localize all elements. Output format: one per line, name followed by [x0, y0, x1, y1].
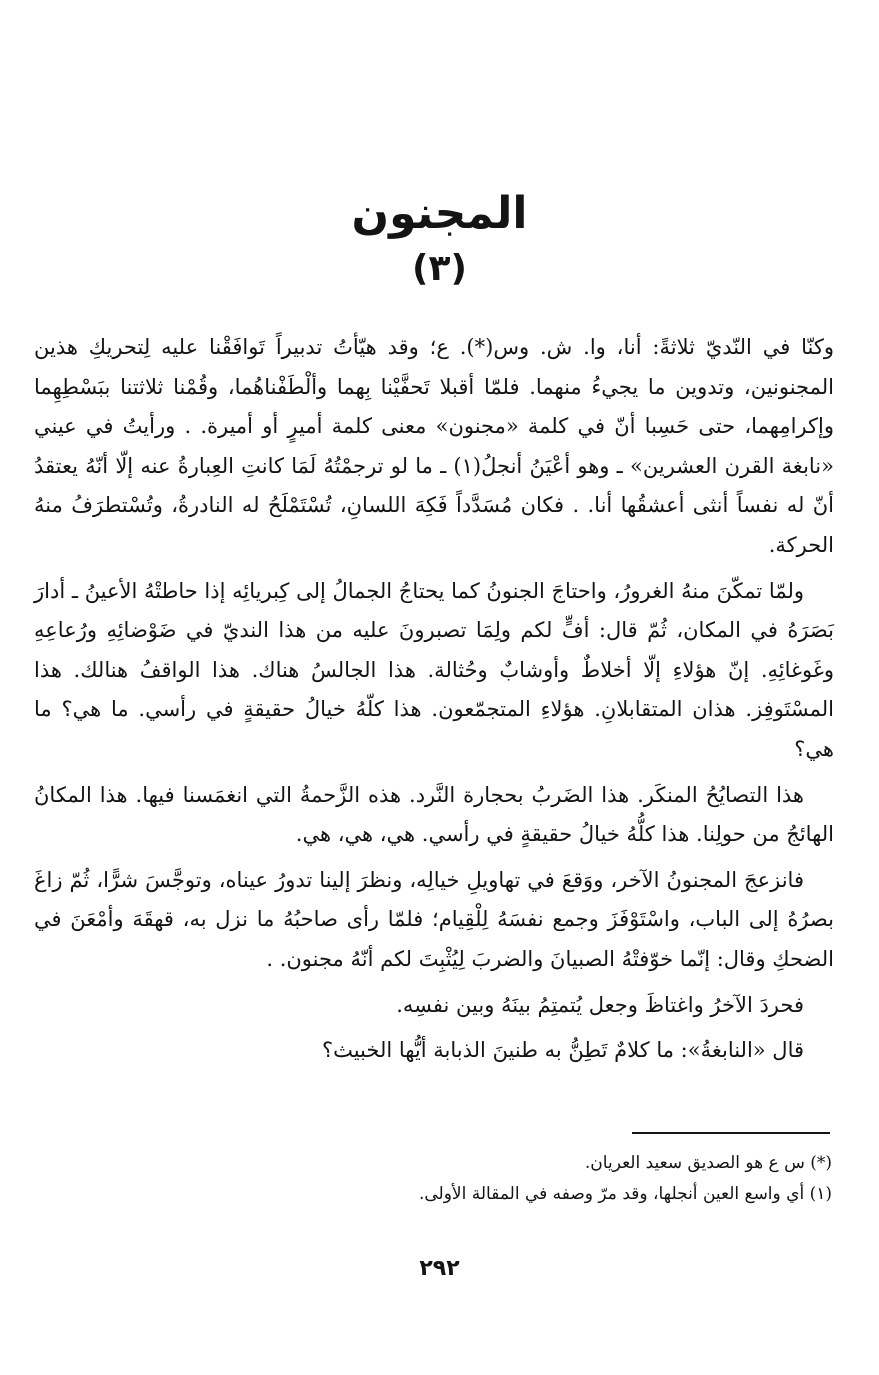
paragraph-3: هذا التصايُحُ المنكَر. هذا الضَربُ بحجارة النَّرد. هذه الزَّحمةُ التي انغمَسنا فيها. هذا المكانُ الهائجُ من حولِنا. هذا كلُّهُ خيالُ حقيقةٍ في رأسي. هي، هي، هي.	[34, 782, 834, 847]
paragraph-1: وكنّا في النّديّ ثلاثةً: أنا، وا. ش. وس(*). ع؛ وقد هيّأتُ تدبيراً تَوافَقْنا عليه لِتحريكِ هذين المجنونين، وتدوين ما يجيءُ منهما. فلمّا أقبلا تَحفَّيْنا بِهما وألْطَفْناهُما، وقُمْنا ثلاثتنا ببَسْطِهِما وإكرامِهما، حتى حَسِبا أنّ في كلمة «مجنون» معنى كلمة أميرٍ أو أميرة. . ورأيتُ في عيني «نابغة القرن العشرين» ـ وهو أعْيَنُ أنجلُ(١) ـ ما لو ترجمْتُهُ لَمَا كانتِ العِبارةُ عنه إلّا أنّهُ يعتقدُ أنّ له نفساً أنثى أعشقُها أنا. . فكان مُسَدَّداً فَكِهَ اللسانِ، تُسْتَمْلَحُ له النادرةُ، وتُسْتطرَفُ منهُ الحركة.	[34, 335, 834, 557]
paragraph-5: فحردَ الآخرُ واغتاظَ وجعل يُتمتِمُ بينَهُ وبين نفسِه.	[396, 992, 804, 1017]
chapter-number: (٣)	[412, 248, 467, 289]
paragraph-2: ولمّا تمكّنَ منهُ الغرورُ، واحتاجَ الجنونُ كما يحتاجُ الجمالُ إلى كِبريائِه إذا حاطتْهُ الأعينُ ـ أدارَ بَصَرَهُ في المكان، ثُمّ قال: أفٍّ لكم ولِمَا تصبرونَ عليه من هذا النديّ في ضَوْضائِهِ ورُعاعِهِ وغَوغائِهِ. إنّ هؤلاءِ إلّا أخلاطٌ وأوشابٌ وحُثالة. هذا الجالسُ هناك. هذا الواقفُ هنالك. هذا المسْتَوفِز. هذان المتقابلانِ. هؤلاءِ المتجمّعون. هذا كلّهُ خيالُ حقيقةٍ في رأسي. ما هي؟ ما هي؟	[34, 578, 834, 761]
footnote-star: (*) س ع هو الصديق سعيد العريان.	[584, 1153, 832, 1173]
footnote-divider	[632, 1132, 830, 1134]
chapter-title: المجنون	[351, 188, 528, 239]
footnotes	[34, 1148, 832, 1210]
footnote-1: (١) أي واسع العين أنجلها، وقد مرّ وصفه في المقالة الأولى.	[418, 1184, 832, 1204]
body-text	[34, 328, 834, 1071]
page-number: ٢٩٢	[419, 1256, 460, 1281]
paragraph-4: فانزعجَ المجنونُ الآخر، ووَقعَ في تهاويلِ خيالِه، ونظرَ إلينا تدورُ عيناه، وتوجَّسَ شرًّا، ثُمّ زاغَ بصرُهُ إلى الباب، واسْتَوْفَزَ وجمع نفسَهُ لِلْقِيام؛ فلمّا رأى صاحبُهُ ما نزل به، قهقَهَ وأمْعَنَ في الضحكِ وقال: إنّما خوّفتْهُ الصبيانَ والضربَ لِيُثْبِتَ لكم أنّهُ مجنون. .	[34, 867, 834, 971]
paragraph-6: قال «النابغةُ»: ما كلامٌ تَطِنُّ به طنينَ الذبابة أيُّها الخبيث؟	[321, 1038, 804, 1063]
